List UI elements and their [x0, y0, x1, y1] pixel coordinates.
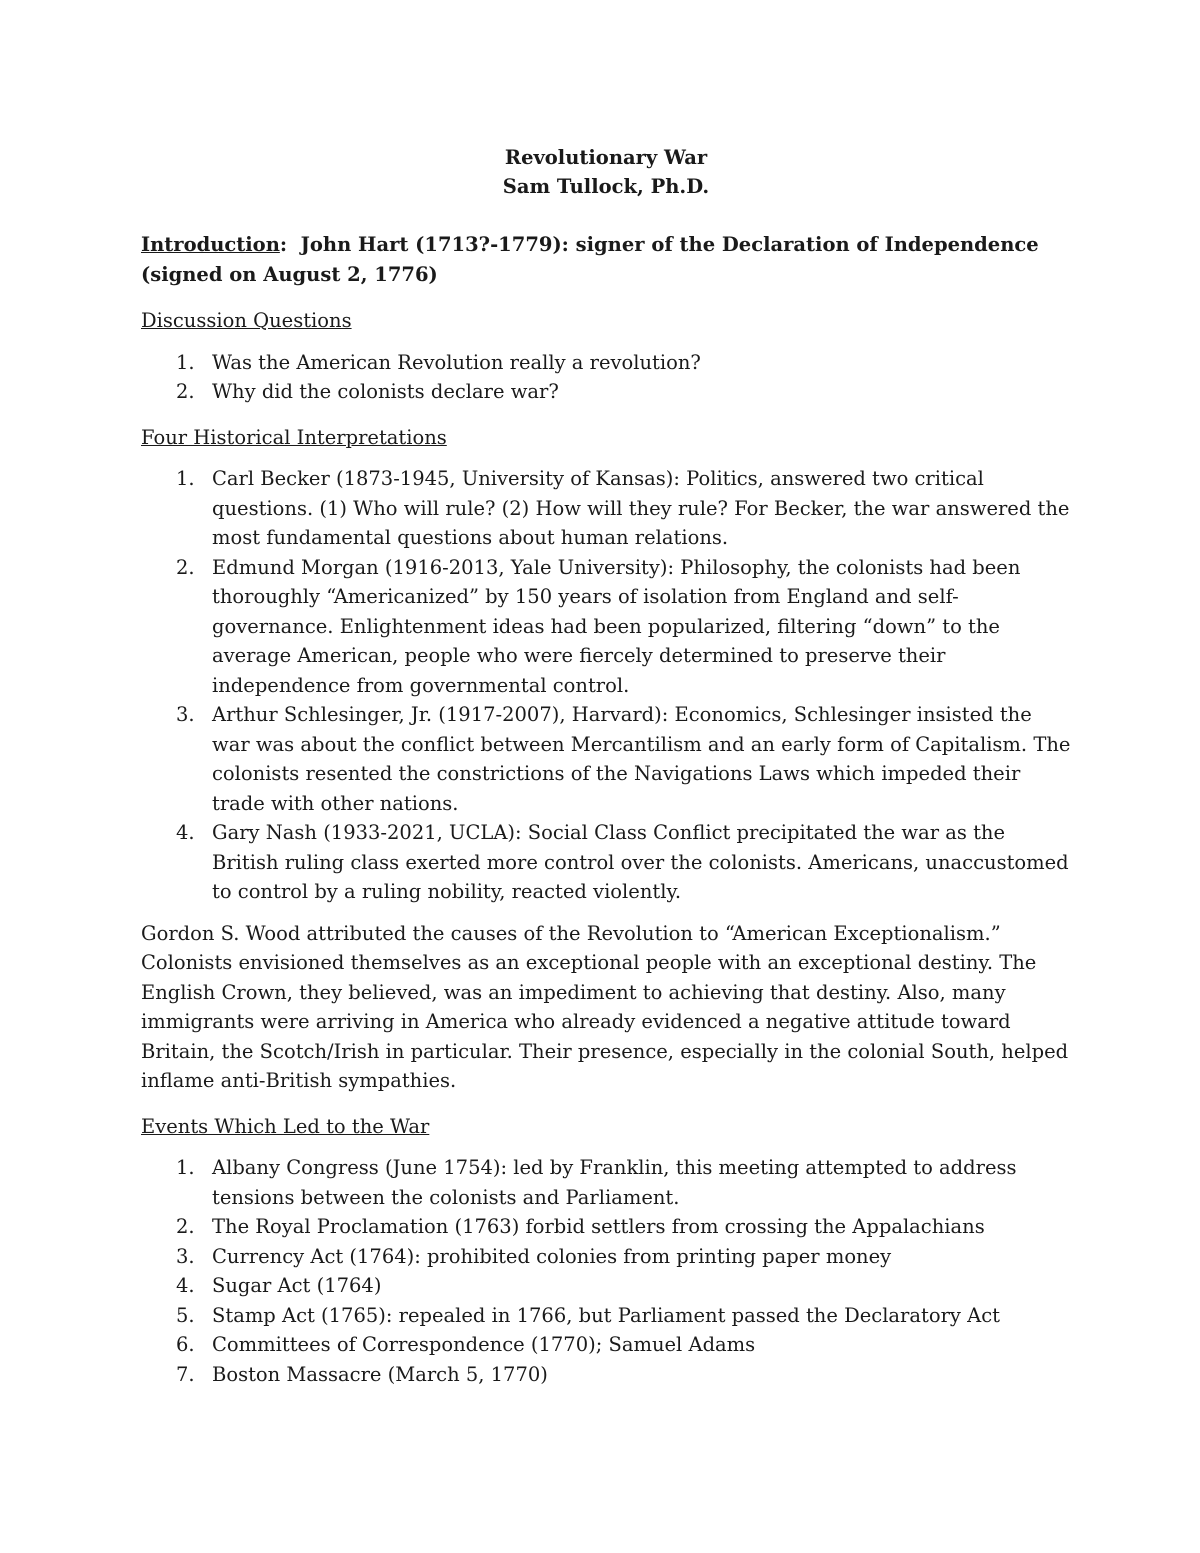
list-number: 1.	[176, 467, 195, 490]
list-item	[141, 1301, 1071, 1331]
intro-label: Introduction	[141, 233, 280, 256]
list-number: 2.	[176, 555, 195, 579]
list-item-text: Why did the colonists declare war?	[212, 380, 559, 403]
discussion-heading: Discussion Questions	[141, 309, 352, 332]
discussion-list	[141, 348, 1071, 407]
document-title: Revolutionary War	[504, 146, 708, 169]
list-number: 2.	[176, 1215, 195, 1238]
list-number: 2.	[176, 380, 195, 403]
list-number: 6.	[176, 1333, 195, 1356]
list-item	[141, 1242, 1071, 1272]
list-item-text: Stamp Act (1765): repealed in 1766, but Parliament passed the Declaratory Act	[212, 1303, 1000, 1327]
interpretations-heading: Four Historical Interpretations	[141, 425, 447, 449]
events-list	[141, 1153, 1071, 1389]
events-heading: Events Which Led to the War	[141, 1114, 430, 1138]
list-number: 3.	[176, 1244, 195, 1268]
list-item-text: Arthur Schlesinger, Jr. (1917-2007), Harvard): Economics, Schlesinger insisted the war was about the conflict between Mercantilism and an early form of Capitalism. The colonists resented the constrictions of the Navigations Laws which impeded their trade with other nations.	[212, 703, 1071, 815]
document-author: Sam Tullock, Ph.D.	[502, 175, 710, 198]
list-item	[141, 377, 1071, 407]
list-item-text: Gary Nash (1933-2021, UCLA): Social Class Conflict precipitated the war as the British ruling class exerted more control over the colonists. Americans, unaccustomed to control by a ruling nobility, reacted violently.	[212, 821, 1069, 903]
list-number: 7.	[176, 1362, 195, 1386]
list-item	[141, 1271, 1071, 1301]
list-item-text: Boston Massacre (March 5, 1770)	[212, 1362, 548, 1386]
list-item	[141, 1153, 1071, 1212]
list-item	[141, 700, 1071, 818]
list-item	[141, 348, 1071, 378]
list-item-text: Edmund Morgan (1916-2013, Yale University): Philosophy, the colonists had been thoroughly “Americanized” by 150 years of isolation from England and self-governance. Enlightenment ideas had been popularized, filtering “down” to the average American, people who were fiercely determined to preserve their independence from governmental control.	[212, 555, 1021, 697]
list-number: 1.	[176, 350, 195, 374]
list-number: 5.	[176, 1303, 195, 1327]
list-item	[141, 553, 1071, 701]
list-number: 3.	[176, 703, 195, 726]
intro-text: John Hart (1713?-1779): signer of the Declaration of Independence (signed on August 2, 1776)	[141, 233, 1039, 286]
list-item-text: Was the American Revolution really a revolution?	[212, 350, 701, 374]
list-item	[141, 1360, 1071, 1390]
list-item-text: Albany Congress (June 1754): led by Franklin, this meeting attempted to address tensions between the colonists and Parliament.	[212, 1156, 1017, 1209]
wood-paragraph: Gordon S. Wood attributed the causes of the Revolution to “American Exceptionalism.” Colonists envisioned themselves as an exceptional people with an exceptional destiny. The English Crown, they believed, was an impediment to achieving that destiny. Also, many immigrants were arriving in America who already evidenced a negative attitude toward Britain, the Scotch/Irish in particular. Their presence, especially in the colonial South, helped inflame anti-British sympathies.	[141, 921, 1069, 1092]
list-item-text: The Royal Proclamation (1763) forbid settlers from crossing the Appalachians	[212, 1215, 985, 1238]
list-item	[141, 1330, 1071, 1360]
list-item-text: Sugar Act (1764)	[212, 1274, 382, 1297]
list-item	[141, 818, 1071, 907]
list-number: 1.	[176, 1156, 195, 1179]
list-number: 4.	[176, 1274, 195, 1297]
introduction: Introduction: John Hart (1713?-1779): signer of the Declaration of Independence (signed on August 2, 1776)	[141, 233, 1039, 286]
document-page	[141, 143, 1071, 1389]
interpretations-list	[141, 464, 1071, 907]
list-item	[141, 1212, 1071, 1242]
list-item-text: Carl Becker (1873-1945, University of Kansas): Politics, answered two critical questions. (1) Who will rule? (2) How will they rule? For Becker, the war answered the most fundamental questions about human relations.	[212, 467, 1070, 549]
title-block	[141, 143, 1071, 201]
list-item-text: Currency Act (1764): prohibited colonies from printing paper money	[212, 1244, 892, 1268]
list-item-text: Committees of Correspondence (1770); Samuel Adams	[212, 1333, 756, 1356]
list-number: 4.	[176, 821, 195, 844]
list-item	[141, 464, 1071, 553]
